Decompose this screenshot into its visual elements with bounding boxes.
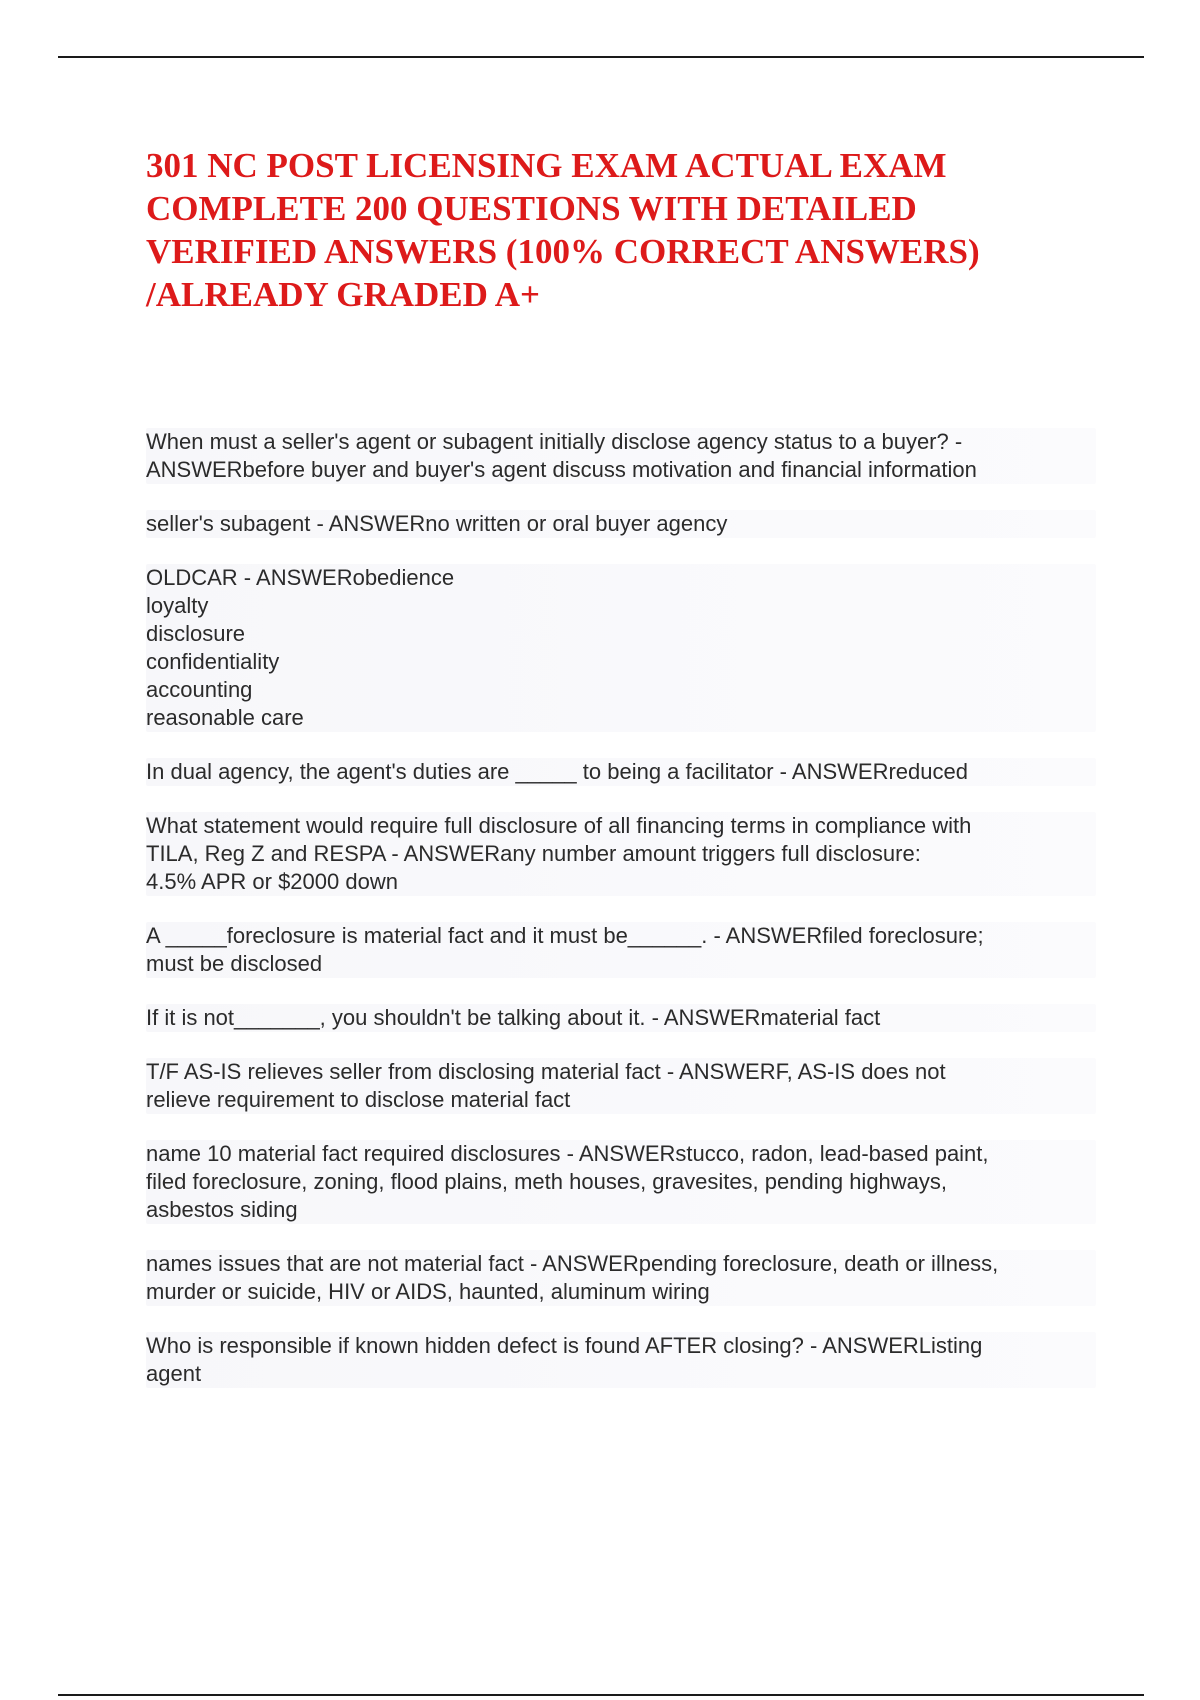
bottom-rule [58,1694,1144,1696]
qa-item: What statement would require full disclosure of all financing terms in compliance with TILA, Reg Z and RESPA - ANSWERany number amount triggers full disclosure: 4.5% APR or $2000 down [146,812,1096,896]
qa-item: In dual agency, the agent's duties are _____ to being a facilitator - ANSWERreduced [146,758,1096,786]
qa-item: names issues that are not material fact - ANSWERpending foreclosure, death or illness, murder or suicide, HIV or AIDS, haunted, aluminum wiring [146,1250,1096,1306]
qa-list [146,428,1096,1414]
top-rule [58,56,1144,58]
qa-item: T/F AS-IS relieves seller from disclosing material fact - ANSWERF, AS-IS does not relieve requirement to disclose material fact [146,1058,1096,1114]
qa-item: If it is not_______, you shouldn't be talking about it. - ANSWERmaterial fact [146,1004,1096,1032]
qa-item: Who is responsible if known hidden defect is found AFTER closing? - ANSWERListing agent [146,1332,1096,1388]
qa-item: A _____foreclosure is material fact and it must be______. - ANSWERfiled foreclosure; must be disclosed [146,922,1096,978]
qa-item: seller's subagent - ANSWERno written or oral buyer agency [146,510,1096,538]
document-title: 301 NC POST LICENSING EXAM ACTUAL EXAM COMPLETE 200 QUESTIONS WITH DETAILED VERIFIED ANSWERS (100% CORRECT ANSWERS) /ALREADY GRADED A+ [146,146,980,314]
qa-item: OLDCAR - ANSWERobedience loyalty disclosure confidentiality accounting reasonable care [146,564,1096,732]
qa-item: name 10 material fact required disclosures - ANSWERstucco, radon, lead-based paint, filed foreclosure, zoning, flood plains, meth houses, gravesites, pending highways, asbestos siding [146,1140,1096,1224]
qa-item: When must a seller's agent or subagent initially disclose agency status to a buyer? - ANSWERbefore buyer and buyer's agent discuss motivation and financial information [146,428,1096,484]
